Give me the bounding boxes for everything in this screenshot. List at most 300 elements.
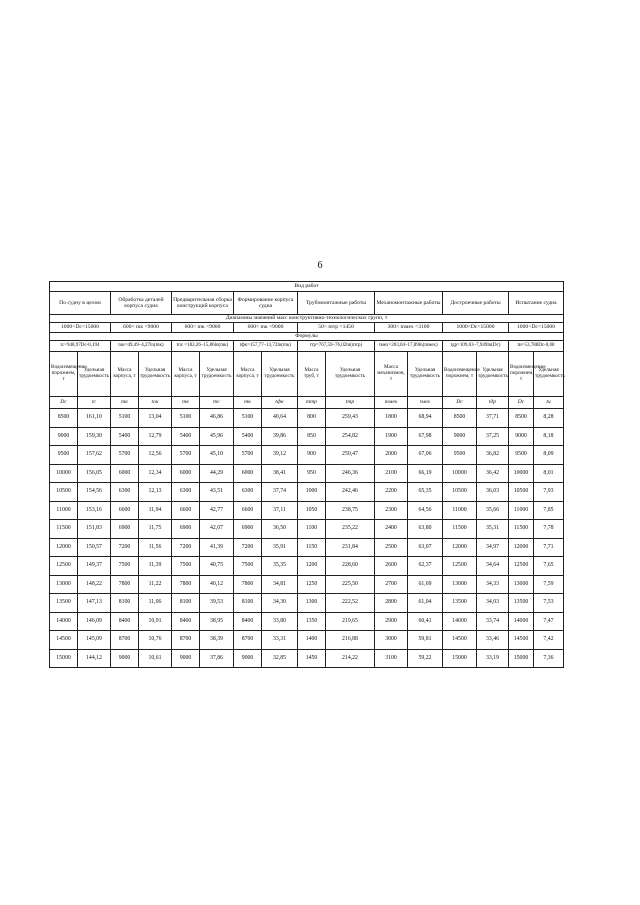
table-cell: 850 <box>298 427 326 446</box>
group-header: Обработка деталей корпуса судна <box>111 292 172 315</box>
table-row <box>50 483 564 502</box>
table-cell: 9000 <box>443 427 477 446</box>
table-cell: 2700 <box>375 575 408 594</box>
table-cell: 63,80 <box>408 520 443 539</box>
table-cell: 8700 <box>111 631 139 650</box>
column-symbol: mк <box>172 397 200 409</box>
table-cell: 7,78 <box>534 520 564 539</box>
table-cell: 1250 <box>298 575 326 594</box>
table-cell: 6300 <box>172 483 200 502</box>
table-cell: 2600 <box>375 557 408 576</box>
table-cell: 6600 <box>111 501 139 520</box>
table-cell: 35,35 <box>262 557 298 576</box>
table-cell: 13000 <box>50 575 78 594</box>
table-cell: 11500 <box>50 520 78 539</box>
table-cell: 8700 <box>172 631 200 650</box>
table-cell: 2800 <box>375 594 408 613</box>
table-cell: 61,69 <box>408 575 443 594</box>
page-number: 6 <box>317 260 323 271</box>
table-cell: 149,37 <box>78 557 111 576</box>
table-cell: 40,12 <box>200 575 234 594</box>
table-row <box>50 612 564 631</box>
table-row <box>50 427 564 446</box>
column-symbol: tфк <box>262 397 298 409</box>
column-header: Удельная трудоемкость <box>408 352 443 397</box>
table-header <box>50 282 564 409</box>
table-cell: 68,94 <box>408 409 443 428</box>
table-cell: 8400 <box>111 612 139 631</box>
table-cell: 9000 <box>172 649 200 668</box>
table-cell: 6900 <box>172 520 200 539</box>
group-header: По судну в целом <box>50 292 111 315</box>
range-row <box>50 323 564 333</box>
table-cell: 12,79 <box>139 427 172 446</box>
table-cell: 7800 <box>234 575 262 594</box>
table-cell: 39,12 <box>262 446 298 465</box>
table-cell: 7200 <box>234 538 262 557</box>
table-cell: 13000 <box>443 575 477 594</box>
table-cell: 144,12 <box>78 649 111 668</box>
table-cell: 43,51 <box>200 483 234 502</box>
table-cell: 6300 <box>111 483 139 502</box>
table-cell: 5400 <box>172 427 200 446</box>
column-symbol: tок <box>139 397 172 409</box>
table-cell: 46,86 <box>200 409 234 428</box>
table-cell: 1100 <box>298 520 326 539</box>
table-body <box>50 409 564 668</box>
table-cell: 5700 <box>111 446 139 465</box>
column-header: Масса механизмов, т <box>375 352 408 397</box>
column-header-row <box>50 352 564 397</box>
table-cell: 246,36 <box>326 464 375 483</box>
table-row <box>50 520 564 539</box>
table-cell: 10,76 <box>139 631 172 650</box>
table-cell: 153,16 <box>78 501 111 520</box>
table-cell: 13500 <box>509 594 534 613</box>
table-cell: 36,03 <box>477 483 509 502</box>
work-type-row <box>50 292 564 315</box>
column-header: Удельная трудоемкость <box>78 352 111 397</box>
table-cell: 8,18 <box>534 427 564 446</box>
table-cell: 5400 <box>111 427 139 446</box>
table-cell: 7500 <box>111 557 139 576</box>
table-cell: 2300 <box>375 501 408 520</box>
table-cell: 1800 <box>375 409 408 428</box>
table-cell: 34,64 <box>477 557 509 576</box>
table-cell: 12000 <box>509 538 534 557</box>
table-cell: 157,62 <box>78 446 111 465</box>
column-header: Масса труб, т <box>298 352 326 397</box>
column-symbol: tс <box>78 397 111 409</box>
formula-cell: tмех=203,04–17,89ln(mмех) <box>375 341 443 352</box>
table-cell: 10500 <box>443 483 477 502</box>
column-header: Удельная трудоемкость <box>139 352 172 397</box>
table-cell: 7200 <box>172 538 200 557</box>
column-symbol: tтр <box>326 397 375 409</box>
table-cell: 159,30 <box>78 427 111 446</box>
table-cell: 13500 <box>443 594 477 613</box>
table-cell: 2200 <box>375 483 408 502</box>
table-cell: 6900 <box>111 520 139 539</box>
table-cell: 11000 <box>50 501 78 520</box>
table-cell: 1150 <box>298 538 326 557</box>
table-cell: 39,86 <box>262 427 298 446</box>
table-cell: 63,07 <box>408 538 443 557</box>
table-cell: 5400 <box>234 427 262 446</box>
table-cell: 250,47 <box>326 446 375 465</box>
table-cell: 6000 <box>172 464 200 483</box>
table-cell: 45,10 <box>200 446 234 465</box>
table-cell: 42,07 <box>200 520 234 539</box>
group-header: Формирование корпуса судна <box>234 292 298 315</box>
table-cell: 254,82 <box>326 427 375 446</box>
table-row <box>50 538 564 557</box>
column-symbol-row <box>50 397 564 409</box>
table-cell: 5100 <box>111 409 139 428</box>
formula-cell: tпс =182,26–15,86ln(mк) <box>172 341 234 352</box>
table-cell: 900 <box>298 446 326 465</box>
group-header: Достроечные работы <box>443 292 509 315</box>
table-row <box>50 594 564 613</box>
column-header: Масса корпуса, т <box>172 352 200 397</box>
column-header: Водоизмещение порожнем, т <box>509 352 534 397</box>
table-cell: 7,85 <box>534 501 564 520</box>
column-symbol: Dс <box>443 397 477 409</box>
table-cell: 1300 <box>298 594 326 613</box>
table-cell: 12000 <box>443 538 477 557</box>
table-cell: 10500 <box>509 483 534 502</box>
table-cell: 44,29 <box>200 464 234 483</box>
table-cell: 34,97 <box>477 538 509 557</box>
table-cell: 3100 <box>375 649 408 668</box>
column-header: Водоизмещение порожнем, т <box>443 352 477 397</box>
table-row <box>50 501 564 520</box>
table-cell: 216,88 <box>326 631 375 650</box>
table-cell: 12500 <box>50 557 78 576</box>
table-cell: 2100 <box>375 464 408 483</box>
table-cell: 147,13 <box>78 594 111 613</box>
table-cell: 67,98 <box>408 427 443 446</box>
group-header: Испытание судна <box>509 292 564 315</box>
table-caption: Вид работ <box>50 282 564 292</box>
table-cell: 6900 <box>234 520 262 539</box>
table-cell: 11500 <box>509 520 534 539</box>
table-cell: 60,41 <box>408 612 443 631</box>
table-cell: 145,09 <box>78 631 111 650</box>
table-cell: 7,42 <box>534 631 564 650</box>
table-cell: 13500 <box>50 594 78 613</box>
range-cell: 300< mмех <3100 <box>375 323 443 333</box>
table-cell: 6600 <box>172 501 200 520</box>
table-cell: 1400 <box>298 631 326 650</box>
table-cell: 38,41 <box>262 464 298 483</box>
table-cell: 8,09 <box>534 446 564 465</box>
table-cell: 150,57 <box>78 538 111 557</box>
table-cell: 7,59 <box>534 575 564 594</box>
table-cell: 5100 <box>234 409 262 428</box>
formula-row <box>50 341 564 352</box>
labor-intensity-table <box>49 281 564 668</box>
table-cell: 8100 <box>234 594 262 613</box>
table-cell: 34,30 <box>262 594 298 613</box>
group-header: Предварительная сборка конструкций корпуса <box>172 292 234 315</box>
table-row <box>50 446 564 465</box>
table-cell: 6000 <box>111 464 139 483</box>
table-cell: 219,65 <box>326 612 375 631</box>
table-cell: 10000 <box>443 464 477 483</box>
table-cell: 35,31 <box>477 520 509 539</box>
table-cell: 7800 <box>111 575 139 594</box>
table-cell: 33,19 <box>477 649 509 668</box>
table-cell: 6600 <box>234 501 262 520</box>
table-cell: 34,81 <box>262 575 298 594</box>
table-cell: 34,03 <box>477 594 509 613</box>
table-cell: 11,39 <box>139 557 172 576</box>
table-cell: 64,56 <box>408 501 443 520</box>
table-cell: 11,94 <box>139 501 172 520</box>
table-cell: 7200 <box>111 538 139 557</box>
table-cell: 40,75 <box>200 557 234 576</box>
table-cell: 45,96 <box>200 427 234 446</box>
range-cell: 600< mк <9000 <box>172 323 234 333</box>
table-cell: 33,74 <box>477 612 509 631</box>
table-cell: 12500 <box>509 557 534 576</box>
table-cell: 9500 <box>443 446 477 465</box>
table-cell: 154,56 <box>78 483 111 502</box>
range-cell: 1000<Dс<15000 <box>50 323 111 333</box>
table-cell: 148,22 <box>78 575 111 594</box>
table-cell: 15000 <box>443 649 477 668</box>
table-cell: 228,60 <box>326 557 375 576</box>
table-cell: 59,81 <box>408 631 443 650</box>
table-cell: 225,50 <box>326 575 375 594</box>
table-cell: 33,46 <box>477 631 509 650</box>
range-cell: 50< mтр <1450 <box>298 323 375 333</box>
table-cell: 62,37 <box>408 557 443 576</box>
table-cell: 9000 <box>234 649 262 668</box>
column-symbol: Dс <box>509 397 534 409</box>
table-row <box>50 464 564 483</box>
formula-cell: tи=53,788Dс-0,08 <box>509 341 564 352</box>
table-cell: 7,47 <box>534 612 564 631</box>
table-cell: 3000 <box>375 631 408 650</box>
table-cell: 15000 <box>50 649 78 668</box>
column-header: Водоизмещение порожнем, т <box>50 352 78 397</box>
table-row <box>50 575 564 594</box>
table-cell: 950 <box>298 464 326 483</box>
formula-cell: tс=948,97Dс-0,194 <box>50 341 111 352</box>
table-cell: 242,46 <box>326 483 375 502</box>
table-cell: 34,33 <box>477 575 509 594</box>
table-cell: 7800 <box>172 575 200 594</box>
table-cell: 2000 <box>375 446 408 465</box>
table-cell: 37,71 <box>477 409 509 428</box>
table-cell: 800 <box>298 409 326 428</box>
table-cell: 7,93 <box>534 483 564 502</box>
table-cell: 66,19 <box>408 464 443 483</box>
table-cell: 5100 <box>172 409 200 428</box>
table-cell: 8700 <box>234 631 262 650</box>
table-cell: 37,25 <box>477 427 509 446</box>
table-cell: 7,65 <box>534 557 564 576</box>
table-cell: 1900 <box>375 427 408 446</box>
table-cell: 9500 <box>509 446 534 465</box>
table-cell: 161,10 <box>78 409 111 428</box>
column-symbol: mмех <box>375 397 408 409</box>
formula-cell: tок=49,49–4,27ln(mк) <box>111 341 172 352</box>
table-cell: 59,22 <box>408 649 443 668</box>
table-cell: 38,95 <box>200 612 234 631</box>
table-cell: 231,84 <box>326 538 375 557</box>
table-cell: 65,35 <box>408 483 443 502</box>
table-row <box>50 649 564 668</box>
table-cell: 12000 <box>50 538 78 557</box>
table-cell: 235,22 <box>326 520 375 539</box>
table-cell: 42,77 <box>200 501 234 520</box>
table-cell: 8100 <box>172 594 200 613</box>
table-cell: 9000 <box>50 427 78 446</box>
table-cell: 12,56 <box>139 446 172 465</box>
column-header: Масса корпуса, т <box>111 352 139 397</box>
table-cell: 156,05 <box>78 464 111 483</box>
table-cell: 5700 <box>172 446 200 465</box>
table-cell: 1200 <box>298 557 326 576</box>
table-cell: 6000 <box>234 464 262 483</box>
table-cell: 37,86 <box>200 649 234 668</box>
range-cell: 600< mк <9000 <box>111 323 172 333</box>
table-cell: 14500 <box>50 631 78 650</box>
table-cell: 36,50 <box>262 520 298 539</box>
table-cell: 12,34 <box>139 464 172 483</box>
table-cell: 14000 <box>50 612 78 631</box>
column-symbol: tмех <box>408 397 443 409</box>
table-cell: 11,06 <box>139 594 172 613</box>
table-cell: 11,75 <box>139 520 172 539</box>
formulas-title: Формулы <box>50 333 564 341</box>
table-cell: 11000 <box>443 501 477 520</box>
table-cell: 35,91 <box>262 538 298 557</box>
table-cell: 10,61 <box>139 649 172 668</box>
table-cell: 151,83 <box>78 520 111 539</box>
table-cell: 6300 <box>234 483 262 502</box>
range-cell: 1000<Dс<15000 <box>443 323 509 333</box>
table-cell: 1000 <box>298 483 326 502</box>
column-symbol: mк <box>234 397 262 409</box>
table-cell: 8,28 <box>534 409 564 428</box>
column-symbol: Dс <box>50 397 78 409</box>
table-cell: 37,11 <box>262 501 298 520</box>
column-symbol: tи <box>534 397 564 409</box>
table-cell: 13000 <box>509 575 534 594</box>
table-cell: 41,39 <box>200 538 234 557</box>
table-row <box>50 409 564 428</box>
table-cell: 259,43 <box>326 409 375 428</box>
table-cell: 7500 <box>172 557 200 576</box>
table-cell: 13,04 <box>139 409 172 428</box>
table-cell: 1450 <box>298 649 326 668</box>
table-cell: 14500 <box>443 631 477 650</box>
formula-cell: tфк=157,77–13,72ln(mк) <box>234 341 298 352</box>
table-cell: 37,74 <box>262 483 298 502</box>
table-cell: 1050 <box>298 501 326 520</box>
table-cell: 14000 <box>509 612 534 631</box>
column-header: Удельная трудоемкость <box>200 352 234 397</box>
range-title: Диапазоны значений масс конструктивно-технологических групп, т <box>50 315 564 323</box>
range-cell: 600< mк <9000 <box>234 323 298 333</box>
table-cell: 67,06 <box>408 446 443 465</box>
table-row <box>50 631 564 650</box>
table-cell: 11,22 <box>139 575 172 594</box>
table-cell: 36,82 <box>477 446 509 465</box>
table-cell: 1350 <box>298 612 326 631</box>
table-cell: 7,53 <box>534 594 564 613</box>
table-cell: 10500 <box>50 483 78 502</box>
table-cell: 8400 <box>234 612 262 631</box>
column-header: Удельная трудоемкость <box>262 352 298 397</box>
table-cell: 2500 <box>375 538 408 557</box>
table-cell: 9500 <box>50 446 78 465</box>
table-cell: 39,53 <box>200 594 234 613</box>
table-cell: 14000 <box>443 612 477 631</box>
table-cell: 12500 <box>443 557 477 576</box>
table-cell: 8,01 <box>534 464 564 483</box>
table-cell: 14500 <box>509 631 534 650</box>
column-symbol: mк <box>111 397 139 409</box>
table-cell: 36,42 <box>477 464 509 483</box>
formula-cell: tтр=767,59–76,02ln(mтр) <box>298 341 375 352</box>
table-cell: 238,75 <box>326 501 375 520</box>
column-symbol: tдр <box>477 397 509 409</box>
formula-cell: tдр=109,63–7,949ln(Dс) <box>443 341 509 352</box>
table-cell: 214,22 <box>326 649 375 668</box>
column-header: Удельная трудоемкость <box>477 352 509 397</box>
table-cell: 12,13 <box>139 483 172 502</box>
table-cell: 33,31 <box>262 631 298 650</box>
column-header: Удельная трудоемкость <box>534 352 564 397</box>
table-cell: 8500 <box>509 409 534 428</box>
table-cell: 33,80 <box>262 612 298 631</box>
column-header: Удельная трудоемкость <box>326 352 375 397</box>
group-header: Трубомонтажные работы <box>298 292 375 315</box>
table-cell: 7500 <box>234 557 262 576</box>
table-cell: 9000 <box>509 427 534 446</box>
table-cell: 11,56 <box>139 538 172 557</box>
table-cell: 222,52 <box>326 594 375 613</box>
table-cell: 146,09 <box>78 612 111 631</box>
table-cell: 2400 <box>375 520 408 539</box>
table-cell: 8500 <box>443 409 477 428</box>
table-cell: 11500 <box>443 520 477 539</box>
table-cell: 10,91 <box>139 612 172 631</box>
table-cell: 61,04 <box>408 594 443 613</box>
column-symbol: mтр <box>298 397 326 409</box>
column-header: Масса корпуса, т <box>234 352 262 397</box>
table-cell: 11000 <box>509 501 534 520</box>
table-cell: 38,39 <box>200 631 234 650</box>
table-cell: 7,71 <box>534 538 564 557</box>
table-cell: 10000 <box>509 464 534 483</box>
table-cell: 9000 <box>111 649 139 668</box>
table-cell: 15000 <box>509 649 534 668</box>
group-header: Механомонтажные работы <box>375 292 443 315</box>
table-cell: 7,36 <box>534 649 564 668</box>
table-cell: 8100 <box>111 594 139 613</box>
table-cell: 8500 <box>50 409 78 428</box>
table-row <box>50 557 564 576</box>
table-cell: 10000 <box>50 464 78 483</box>
table-cell: 2900 <box>375 612 408 631</box>
column-symbol: tпс <box>200 397 234 409</box>
